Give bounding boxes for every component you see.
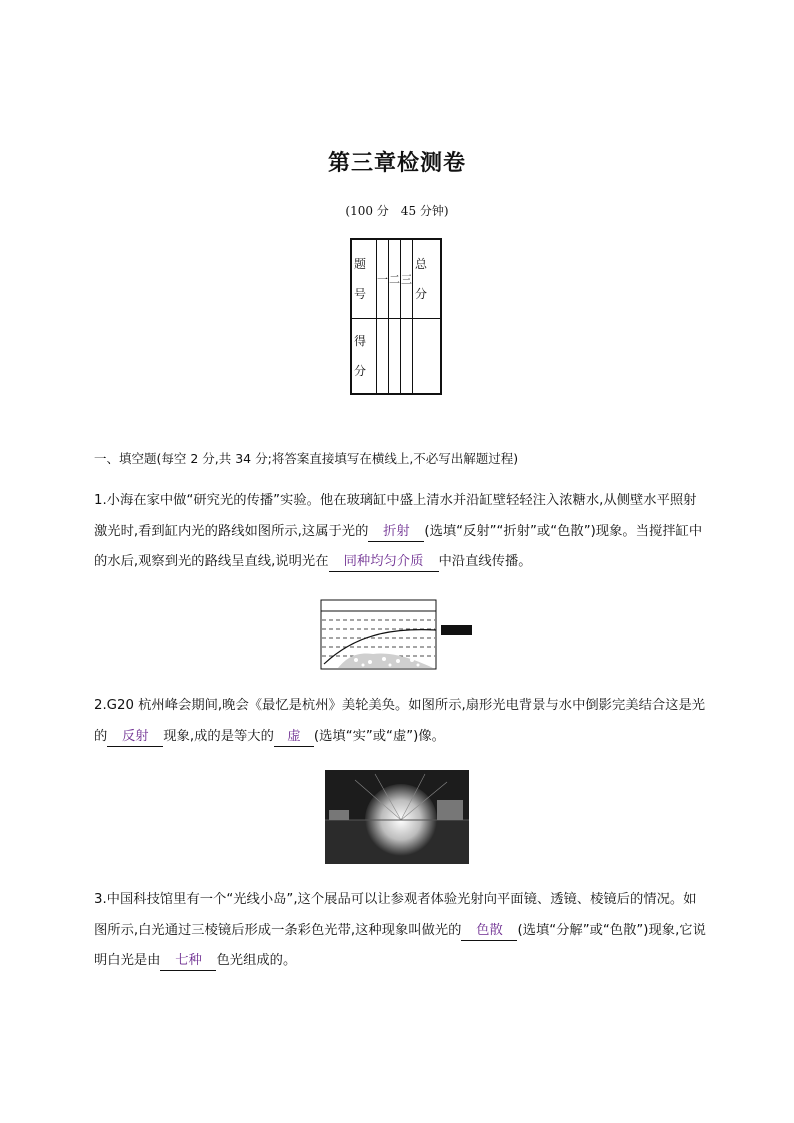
section-heading: 一、填空题(每空 2 分,共 34 分;将答案直接填写在横线上,不必写出解题过程) (94, 451, 519, 466)
score-table (350, 238, 442, 395)
score-cell-total (413, 319, 442, 395)
answer-blank: 折射 (368, 523, 424, 542)
question-2: 2.G20 杭州峰会期间,晚会《最忆是杭州》美轮美奂。如图所示,扇形光电背景与水中倒影完美结合这是光的 反射 现象,成的是等大的 虚 (选填“实”或“虚”)像。 (94, 691, 706, 752)
answer-blank: 色散 (461, 922, 517, 941)
score-table-score-row (351, 319, 441, 395)
answer-blank: 同种均匀介质 (329, 553, 439, 572)
score-cell-one (377, 319, 389, 395)
question-1: 1.小海在家中做“研究光的传播”实验。他在玻璃缸中盛上清水并沿缸壁轻轻注入浓糖水,从侧壁水平照射激光时,看到缸内光的路线如图所示,这属于光的 折射 (选填“反射”“折射”或“色散”)现象。当搅拌缸中的水后,观察到光的路线呈直线,说明光在 同种均匀介质 中沿直线传播。 (94, 486, 706, 578)
section-one-header: 一 (377, 239, 389, 319)
hangzhou-gala-photo (325, 770, 469, 864)
question-3: 3.中国科技馆里有一个“光线小岛”,这个展品可以让参观者体验光射向平面镜、透镜、棱镜后的情况。如图所示,白光通过三棱镜后形成一条彩色光带,这种现象叫做光的 色散 (选填“分解”或“色散”)现象,它说明白光是由 七种 色光组成的。 (94, 885, 706, 977)
answer-blank: 反射 (107, 728, 163, 747)
answer-blank: 虚 (274, 728, 314, 747)
page-title: 第三章检测卷 (327, 150, 466, 176)
score-table-header-row (351, 239, 441, 319)
glass-tank-figure (318, 598, 474, 672)
section-three-header: 三 (401, 239, 413, 319)
laser-pointer (441, 625, 472, 635)
exam-duration: (100 分 45 分钟) (345, 204, 449, 218)
total-score-header: 总 分 (413, 239, 442, 319)
score-label: 得 分 (351, 319, 377, 395)
answer-blank: 七种 (160, 952, 216, 971)
score-cell-two (389, 319, 401, 395)
section-two-header: 二 (389, 239, 401, 319)
score-cell-three (401, 319, 413, 395)
question-number-label: 题 号 (351, 239, 377, 319)
